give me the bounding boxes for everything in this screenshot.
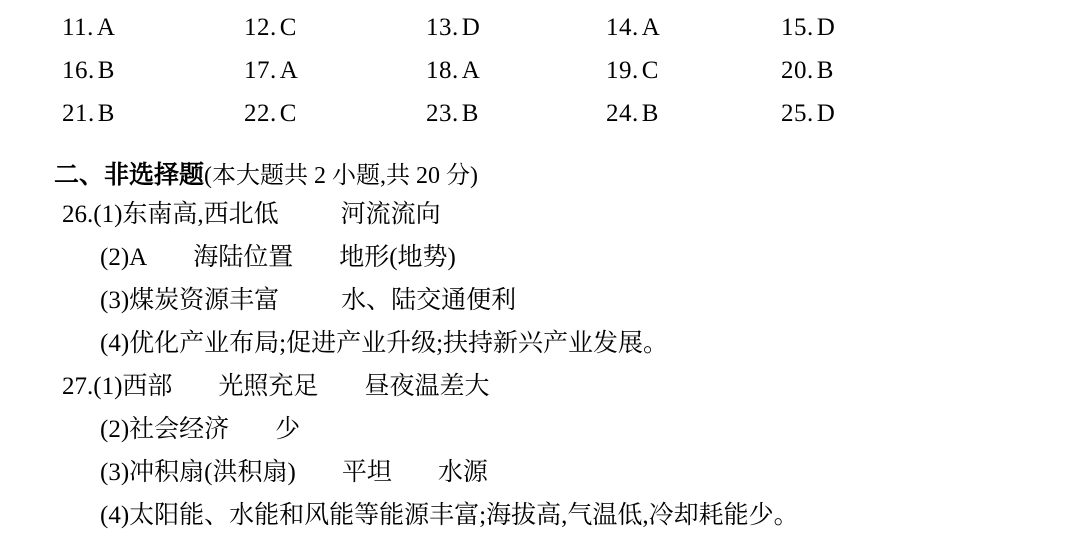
mc-answer-item bbox=[606, 14, 781, 42]
mc-answer-item bbox=[62, 57, 244, 85]
mc-separator: . bbox=[270, 14, 277, 41]
table-row bbox=[62, 57, 1040, 100]
mc-separator: . bbox=[632, 14, 639, 41]
mc-number: 24 bbox=[606, 100, 632, 127]
mc-answer-item bbox=[606, 57, 781, 85]
mc-separator: . bbox=[87, 14, 94, 41]
section-heading bbox=[40, 155, 1040, 191]
section-note: (本大题共 2 小题,共 20 分) bbox=[204, 163, 478, 189]
answer-text: 西部 bbox=[122, 373, 173, 400]
mc-answer: B bbox=[97, 100, 115, 127]
mc-separator: . bbox=[452, 100, 459, 127]
mc-number: 14 bbox=[606, 14, 632, 41]
mc-number: 16 bbox=[62, 57, 88, 84]
mc-separator: . bbox=[452, 14, 459, 41]
answer-text: 社会经济 bbox=[129, 416, 230, 443]
mc-answer-item bbox=[781, 14, 931, 42]
mc-answer: D bbox=[461, 14, 481, 41]
answer-text: 海陆位置 bbox=[193, 244, 294, 271]
mc-answer-item bbox=[62, 14, 244, 42]
answer-text: 水源 bbox=[437, 459, 488, 486]
answer-label: 26.(1) bbox=[62, 201, 123, 228]
mc-separator: . bbox=[88, 100, 95, 127]
answer-line bbox=[62, 322, 1040, 365]
answer-label: (2) bbox=[100, 244, 130, 271]
mc-number: 11 bbox=[62, 14, 88, 41]
answer-text: 冲积扇(洪积扇) bbox=[129, 459, 296, 486]
mc-number: 21 bbox=[62, 100, 88, 127]
mc-answer-item bbox=[244, 57, 426, 85]
answer-text: 少 bbox=[275, 416, 301, 443]
mc-number: 19 bbox=[606, 57, 632, 84]
answer-text: A bbox=[129, 244, 148, 271]
answer-line bbox=[62, 451, 1040, 494]
answer-text: 水、陆交通便利 bbox=[341, 287, 517, 314]
mc-answer: A bbox=[96, 14, 116, 41]
mc-number: 18 bbox=[426, 57, 452, 84]
answer-text: 优化产业布局;促进产业升级;扶持新兴产业发展。 bbox=[129, 330, 669, 357]
answer-text: 昼夜温差大 bbox=[364, 373, 490, 400]
answer-text: 光照充足 bbox=[218, 373, 319, 400]
answer-line bbox=[62, 279, 1040, 322]
mc-answer-item bbox=[426, 14, 606, 42]
answer-line bbox=[62, 236, 1040, 279]
answer-line bbox=[62, 408, 1040, 451]
mc-answer-item bbox=[426, 57, 606, 85]
mc-answer-item bbox=[781, 100, 931, 128]
question-26-answers bbox=[40, 193, 1040, 365]
mc-answer: C bbox=[279, 14, 297, 41]
multiple-choice-answers bbox=[40, 14, 1040, 143]
mc-number: 23 bbox=[426, 100, 452, 127]
question-27-answers bbox=[40, 365, 1040, 537]
mc-answer-item bbox=[606, 100, 781, 128]
mc-number: 12 bbox=[244, 14, 270, 41]
mc-answer: C bbox=[279, 100, 297, 127]
mc-number: 20 bbox=[781, 57, 807, 84]
section-title: 二、非选择题 bbox=[54, 162, 205, 189]
mc-number: 13 bbox=[426, 14, 452, 41]
mc-separator: . bbox=[270, 57, 277, 84]
mc-answer-item bbox=[244, 100, 426, 128]
mc-answer-item bbox=[426, 100, 606, 128]
answer-text: 河流流向 bbox=[340, 201, 441, 228]
table-row bbox=[62, 100, 1040, 143]
answer-line bbox=[62, 193, 1040, 236]
mc-answer: B bbox=[461, 100, 479, 127]
mc-answer: D bbox=[816, 14, 836, 41]
table-row bbox=[62, 14, 1040, 57]
answer-text: 地形(地势) bbox=[339, 244, 456, 271]
answer-line bbox=[62, 365, 1040, 408]
answer-text: 平坦 bbox=[341, 459, 392, 486]
answer-label: 27.(1) bbox=[62, 373, 123, 400]
mc-answer: B bbox=[641, 100, 659, 127]
mc-answer: A bbox=[279, 57, 299, 84]
mc-answer-item bbox=[781, 57, 931, 85]
mc-separator: . bbox=[807, 100, 814, 127]
mc-number: 25 bbox=[781, 100, 807, 127]
answer-label: (4) bbox=[100, 502, 130, 529]
mc-answer: B bbox=[816, 57, 834, 84]
mc-separator: . bbox=[632, 57, 639, 84]
mc-answer: A bbox=[641, 14, 661, 41]
mc-answer: C bbox=[641, 57, 659, 84]
answer-label: (2) bbox=[100, 416, 130, 443]
mc-separator: . bbox=[807, 57, 814, 84]
mc-separator: . bbox=[88, 57, 95, 84]
answer-label: (3) bbox=[100, 459, 130, 486]
answer-label: (3) bbox=[100, 287, 130, 314]
mc-separator: . bbox=[452, 57, 459, 84]
mc-answer: B bbox=[97, 57, 115, 84]
mc-answer-item bbox=[244, 14, 426, 42]
mc-answer: A bbox=[461, 57, 481, 84]
answer-text: 东南高,西北低 bbox=[122, 201, 279, 228]
mc-separator: . bbox=[807, 14, 814, 41]
mc-number: 15 bbox=[781, 14, 807, 41]
answer-text: 煤炭资源丰富 bbox=[129, 287, 280, 314]
mc-number: 22 bbox=[244, 100, 270, 127]
mc-separator: . bbox=[632, 100, 639, 127]
mc-answer-item bbox=[62, 100, 244, 128]
mc-number: 17 bbox=[244, 57, 270, 84]
answer-label: (4) bbox=[100, 330, 130, 357]
answer-line bbox=[62, 494, 1040, 537]
answer-text: 太阳能、水能和风能等能源丰富;海拔高,气温低,冷却耗能少。 bbox=[129, 502, 799, 529]
mc-answer: D bbox=[816, 100, 836, 127]
mc-separator: . bbox=[270, 100, 277, 127]
